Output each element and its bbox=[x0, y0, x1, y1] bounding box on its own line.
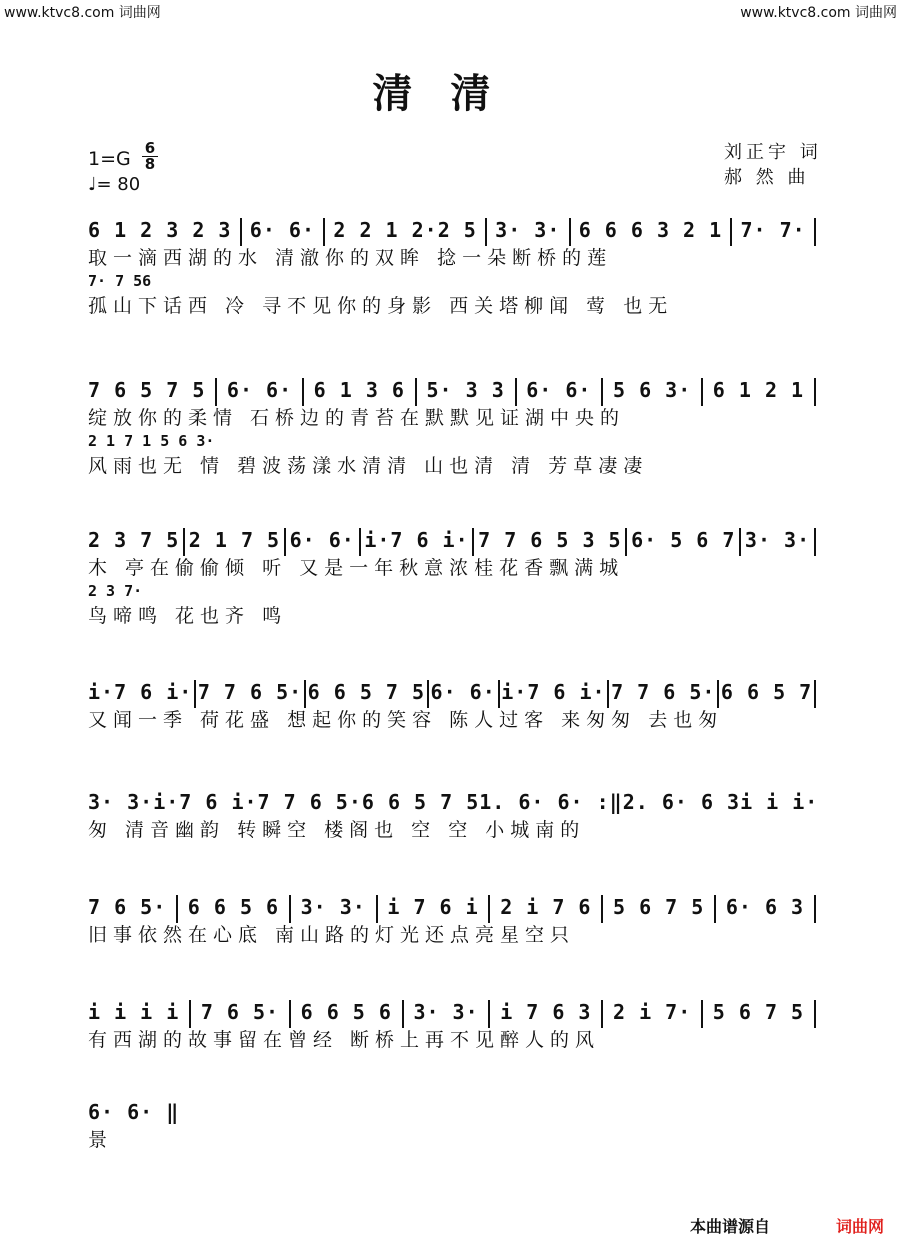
measure: 6· 6· bbox=[430, 680, 496, 704]
measure: 3· 3· bbox=[744, 528, 811, 552]
alt-notes-row: 2 1 7 1 5 6 3· bbox=[88, 432, 215, 450]
measure: 6· 6· bbox=[249, 218, 316, 242]
footer-source-text: 本曲谱源自 bbox=[690, 1217, 771, 1236]
footer-site-logo: 词曲网 bbox=[836, 1217, 885, 1236]
notes-row bbox=[88, 895, 816, 921]
bar-line bbox=[814, 528, 816, 556]
measure: i i i· bbox=[740, 790, 819, 814]
bar-line bbox=[601, 378, 603, 406]
measure: 6 6 5 7 5 bbox=[361, 790, 480, 814]
measure: 6 1 3 6 bbox=[313, 378, 405, 402]
measure: 2. 6· 6 3 bbox=[622, 790, 741, 814]
measure: 6· 6· bbox=[226, 378, 293, 402]
composer-credit: 郝 然 曲 bbox=[724, 167, 810, 188]
measure: 6 6 5 6 bbox=[187, 895, 280, 919]
measure: 7 6 5 7 5 bbox=[88, 378, 206, 402]
notes-row bbox=[88, 218, 816, 244]
measure: 3· 3· bbox=[88, 790, 154, 814]
bar-line bbox=[304, 680, 306, 708]
measure: 6 1 2 3 2 3 bbox=[88, 218, 232, 242]
measure: i·7 6 i· bbox=[153, 790, 258, 814]
measure: 6 6 5 7 bbox=[720, 680, 813, 704]
bar-line bbox=[814, 378, 816, 406]
lyricist-credit: 刘正宇 词 bbox=[724, 142, 822, 163]
measure: 6 1 2 1 bbox=[712, 378, 805, 402]
measure: 7 7 6 5 3 5 bbox=[478, 528, 622, 552]
bar-line bbox=[183, 528, 185, 556]
measure: 2 i 7· bbox=[613, 1000, 692, 1024]
measure: 6· 6· bbox=[289, 528, 355, 552]
score-system bbox=[88, 1000, 816, 1054]
watermark-left: www.ktvc8.com 词曲网 bbox=[4, 5, 161, 21]
notes-row bbox=[88, 378, 816, 404]
bar-line bbox=[215, 378, 217, 406]
bar-line bbox=[515, 378, 517, 406]
measure: 2 1 7 5 bbox=[188, 528, 281, 552]
measure: 6· 6 3 bbox=[725, 895, 805, 919]
bar-line bbox=[472, 528, 474, 556]
measure: 6 6 5 6 bbox=[300, 1000, 392, 1024]
bar-line bbox=[485, 218, 487, 246]
measure: 1. 6· 6· :‖ bbox=[479, 790, 623, 814]
measure: 7 7 6 5· bbox=[257, 790, 362, 814]
measure: 6 6 6 3 2 1 bbox=[578, 218, 723, 242]
lyric-line-1: 旧事依然在心底 南山路的灯光还点亮星空只 bbox=[88, 924, 576, 946]
lyric-line-1: 景 bbox=[88, 1129, 114, 1151]
score-system bbox=[88, 528, 816, 630]
bar-line bbox=[488, 1000, 490, 1028]
bar-line bbox=[498, 680, 500, 708]
lyric-line-2: 鸟啼鸣 花也齐 鸣 bbox=[88, 605, 288, 627]
score-system bbox=[88, 218, 816, 320]
measure: i 7 6 i bbox=[387, 895, 479, 919]
bar-line bbox=[359, 528, 361, 556]
bar-line bbox=[302, 378, 304, 406]
bar-line bbox=[194, 680, 196, 708]
bar-line bbox=[814, 1000, 816, 1028]
measure: 7 7 6 5· bbox=[611, 680, 716, 704]
bar-line bbox=[601, 895, 603, 923]
lyric-line-1: 匆 清音幽韵 转瞬空 楼阁也 空 空 小城南的 bbox=[88, 819, 586, 841]
bar-line bbox=[607, 680, 609, 708]
key-signature: 1=G bbox=[88, 148, 131, 170]
measure: 6· 6· ‖ bbox=[88, 1100, 180, 1124]
bar-line bbox=[284, 528, 286, 556]
bar-line bbox=[415, 378, 417, 406]
measure: i·7 6 i· bbox=[501, 680, 606, 704]
measure: 5· 3 3 bbox=[426, 378, 505, 402]
measure: 7 7 6 5· bbox=[197, 680, 303, 704]
measure: i·7 6 i· bbox=[364, 528, 469, 552]
score-system bbox=[88, 378, 816, 480]
measure: 2 3 7 5 bbox=[88, 528, 180, 552]
bar-line bbox=[814, 895, 816, 923]
alt-notes-row: 2 3 7· bbox=[88, 582, 143, 600]
bar-line bbox=[376, 895, 378, 923]
bar-line bbox=[717, 680, 719, 708]
measure: 6· 5 6 7 bbox=[631, 528, 736, 552]
measure: 3· 3· bbox=[413, 1000, 479, 1024]
bar-line bbox=[176, 895, 178, 923]
measure: 7· 7· bbox=[740, 218, 806, 242]
lyric-line-1: 绽放你的柔情 石桥边的青苔在默默见证湖中央的 bbox=[88, 407, 626, 429]
bar-line bbox=[289, 1000, 291, 1028]
bar-line bbox=[814, 680, 816, 708]
score-system bbox=[88, 1100, 816, 1154]
measure: 3· 3· bbox=[300, 895, 366, 919]
score-system bbox=[88, 790, 819, 844]
bar-line bbox=[427, 680, 429, 708]
bar-line bbox=[569, 218, 571, 246]
measure: i 7 6 3 bbox=[500, 1000, 592, 1024]
bar-line bbox=[289, 895, 291, 923]
notes-row bbox=[88, 1000, 816, 1026]
measure: 6· 6· bbox=[526, 378, 592, 402]
tempo-marking: ♩= 80 bbox=[88, 174, 141, 195]
bar-line bbox=[189, 1000, 191, 1028]
bar-line bbox=[814, 218, 816, 246]
bar-line bbox=[701, 1000, 703, 1028]
lyric-line-1: 取一滴西湖的水 清澈你的双眸 捻一朵断桥的莲 bbox=[88, 247, 613, 269]
lyric-line-2: 风雨也无 情 碧波荡漾水清清 山也清 清 芳草凄凄 bbox=[88, 455, 649, 477]
watermark-right: www.ktvc8.com 词曲网 bbox=[740, 5, 897, 21]
measure: 5 6 7 5 bbox=[613, 895, 705, 919]
measure: 6 6 5 7 5 bbox=[307, 680, 426, 704]
bar-line bbox=[488, 895, 490, 923]
bar-line bbox=[701, 378, 703, 406]
notes-row bbox=[88, 1100, 816, 1126]
measure: 3· 3· bbox=[495, 218, 561, 242]
time-signature bbox=[142, 141, 158, 172]
lyric-line-2: 孤山下话西 冷 寻不见你的身影 西关塔柳闻 莺 也无 bbox=[88, 295, 674, 317]
bar-line bbox=[601, 1000, 603, 1028]
measure: 5 6 3· bbox=[613, 378, 692, 402]
measure: 7 6 5· bbox=[88, 895, 167, 919]
lyric-line-1: 有西湖的故事留在曾经 断桥上再不见醉人的风 bbox=[88, 1029, 601, 1051]
time-signature-top: 6 bbox=[144, 139, 156, 157]
bar-line bbox=[323, 218, 325, 246]
measure: 7 6 5· bbox=[200, 1000, 280, 1024]
bar-line bbox=[730, 218, 732, 246]
measure: 2 i 7 6 bbox=[500, 895, 592, 919]
notes-row bbox=[88, 680, 816, 706]
score-system bbox=[88, 680, 816, 734]
lyric-line-1: 木 亭在偷偷倾 听 又是一年秋意浓桂花香飘满城 bbox=[88, 557, 625, 579]
song-title: 清清 bbox=[372, 70, 529, 117]
notes-row bbox=[88, 528, 816, 554]
bar-line bbox=[402, 1000, 404, 1028]
notes-row bbox=[88, 790, 819, 816]
measure: i i i i bbox=[88, 1000, 180, 1024]
measure: 5 6 7 5 bbox=[712, 1000, 805, 1024]
lyric-line-1: 又闻一季 荷花盛 想起你的笑容 陈人过客 来匆匆 去也匆 bbox=[88, 709, 724, 731]
score-system bbox=[88, 895, 816, 949]
time-signature-bottom: 8 bbox=[142, 156, 158, 172]
measure: i·7 6 i· bbox=[88, 680, 193, 704]
alt-notes-row: 7· 7 56 bbox=[88, 272, 152, 290]
measure: 2 2 1 2·2 5 bbox=[333, 218, 477, 242]
bar-line bbox=[739, 528, 741, 556]
bar-line bbox=[714, 895, 716, 923]
bar-line bbox=[625, 528, 627, 556]
bar-line bbox=[240, 218, 242, 246]
